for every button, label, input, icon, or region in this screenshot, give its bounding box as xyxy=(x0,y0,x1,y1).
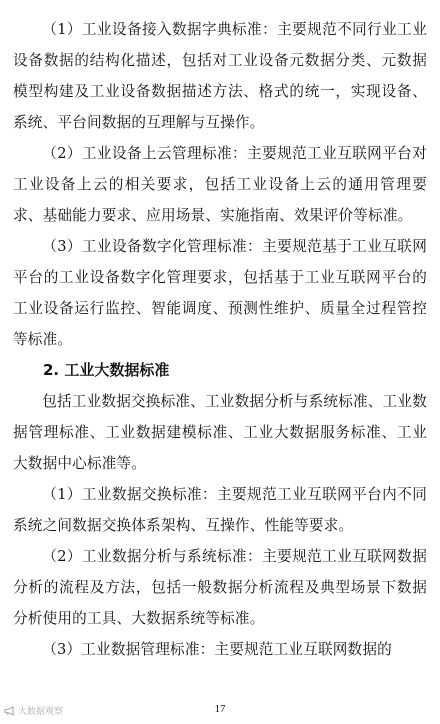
paragraph-equipment-digital-management: （3）工业设备数字化管理标准：主要规范基于工业互联网平台的工业设备数字化管理要求，包括基于工业互联网平台的工业设备运行监控、智能调度、预测性维护、质量全过程管控等标准。 xyxy=(13,238,427,348)
paragraph-equipment-cloud-management: （2）工业设备上云管理标准：主要规范工业互联网平台对工业设备上云的相关要求，包括工业设备上云的通用管理要求、基础能力要求、应用场景、实施指南、效果评价等标准。 xyxy=(13,145,427,224)
watermark xyxy=(4,704,63,717)
paragraph-data-analysis: （2）工业数据分析与系统标准：主要规范工业互联网数据分析的流程及方法，包括一般数据分析流程及典型场景下数据分析使用的工具、大数据系统等标准。 xyxy=(13,548,427,627)
watermark-text: 大数据观察 xyxy=(18,707,64,717)
megaphone-icon xyxy=(4,706,16,716)
paragraph-data-management: （3）工业数据管理标准：主要规范工业互联网数据的 xyxy=(42,641,392,658)
document-body xyxy=(13,14,427,665)
paragraph-big-data-overview: 包括工业数据交换标准、工业数据分析与系统标准、工业数据管理标准、工业数据建模标准、工业大数据服务标准、工业大数据中心标准等。 xyxy=(13,393,427,472)
section-heading: 2. 工业大数据标准 xyxy=(43,361,170,379)
paragraph-data-exchange: （1）工业数据交换标准：主要规范工业互联网平台内不同系统之间数据交换体系架构、互操作、性能等要求。 xyxy=(13,486,427,534)
paragraph-equipment-data-dictionary: （1）工业设备接入数据字典标准：主要规范不同行业工业设备数据的结构化描述，包括对工业设备元数据分类、元数据模型构建及工业设备数据描述方法、格式的统一，实现设备、系统、平台间数据的互理解与互操作。 xyxy=(13,21,427,131)
page-number: 17 xyxy=(214,703,226,715)
